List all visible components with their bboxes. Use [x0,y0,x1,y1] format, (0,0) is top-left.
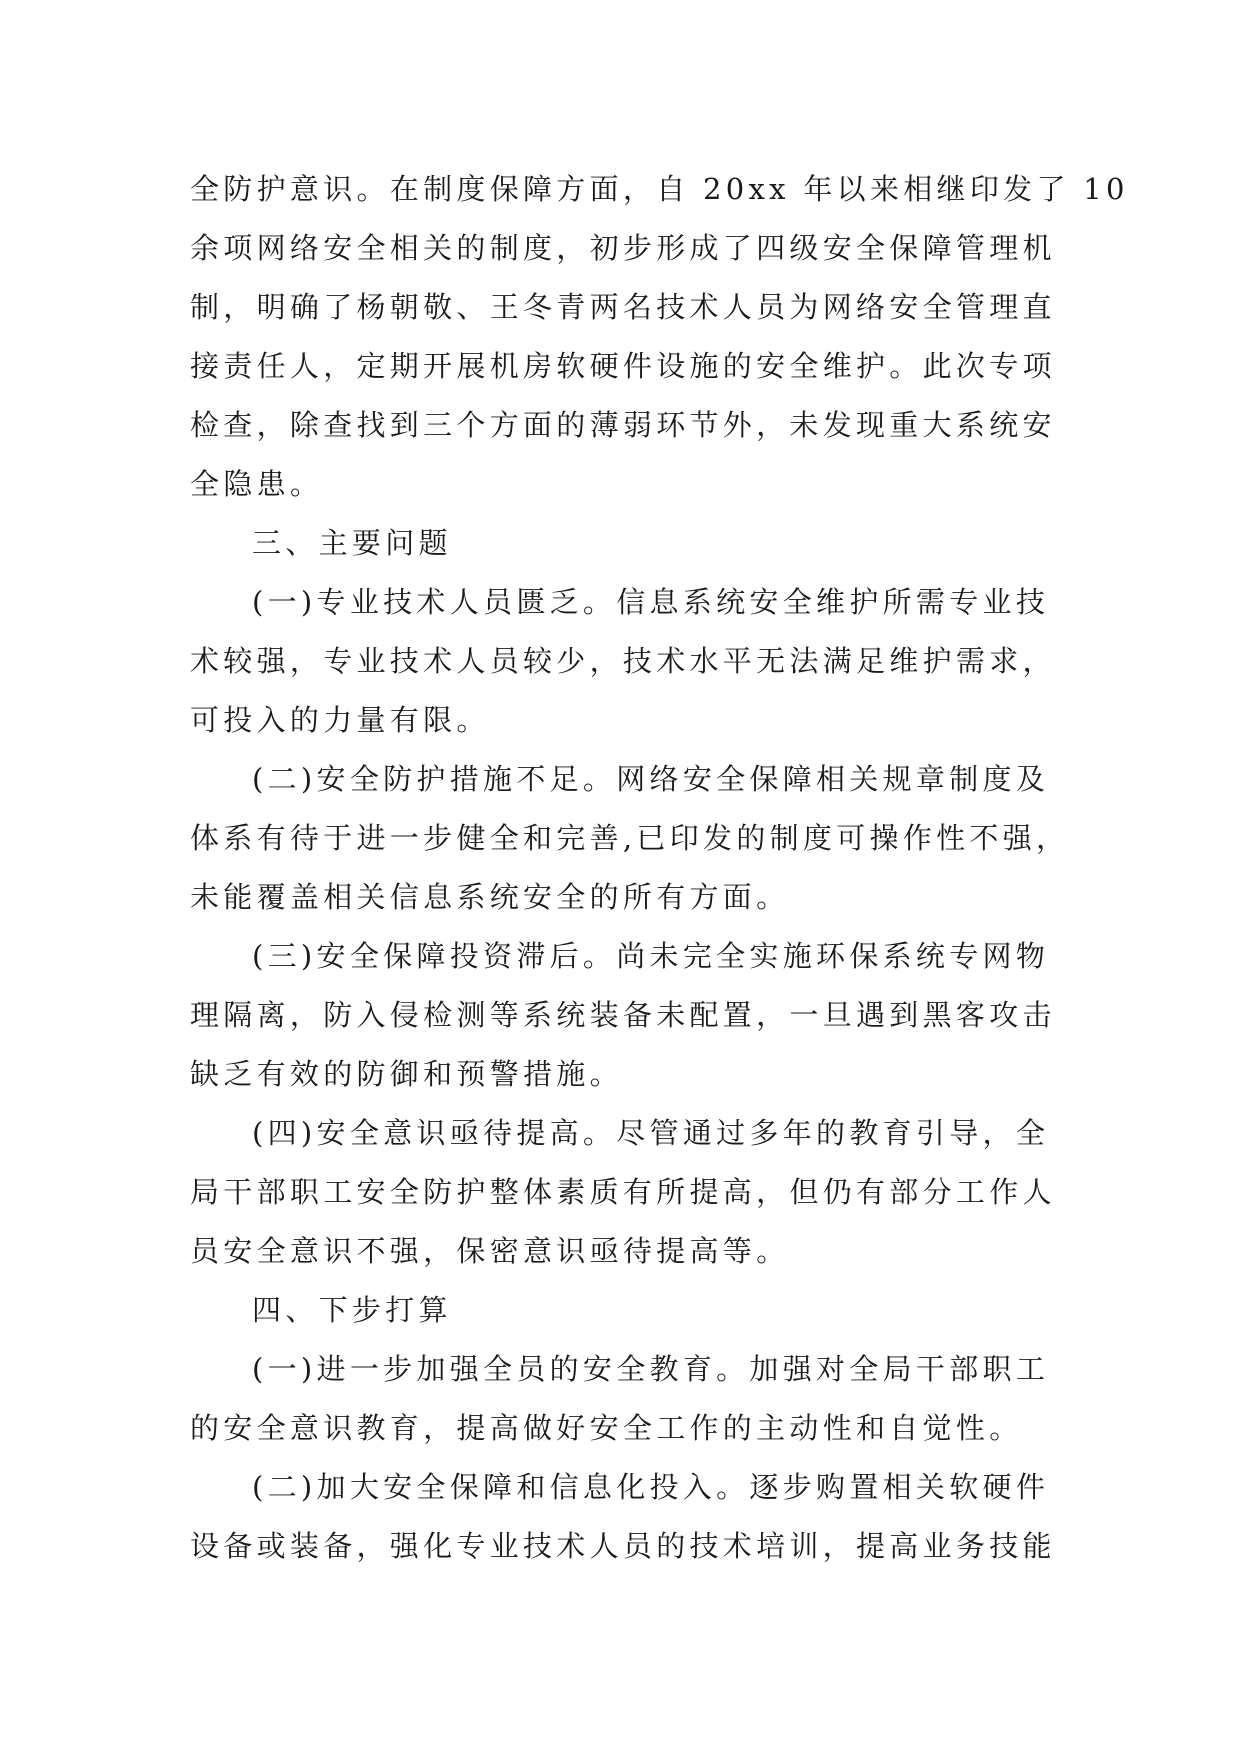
text-line: 局干部职工安全防护整体素质有所提高，但仍有部分工作人 [190,1175,1056,1209]
text-line: 未能覆盖相关信息系统安全的所有方面。 [190,880,790,914]
text-line: 接责任人，定期开展机房软硬件设施的安全维护。此次专项 [190,349,1056,383]
text-line: 术较强，专业技术人员较少，技术水平无法满足维护需求， [190,644,1056,678]
text-line: 理隔离，防入侵检测等系统装备未配置，一旦遇到黑客攻击 [190,998,1056,1032]
text-line: (一)进一步加强全员的安全教育。加强对全局干部职工 [252,1352,1050,1386]
text-line: (四)安全意识亟待提高。尽管通过多年的教育引导，全 [252,1116,1050,1150]
section-heading: 三、主要问题 [252,526,452,560]
text-line: 制，明确了杨朝敬、王冬青两名技术人员为网络安全管理直 [190,290,1056,324]
text-line: 全防护意识。在制度保障方面，自 20xx 年以来相继印发了 10 [190,172,1129,206]
text-line: (二)安全防护措施不足。网络安全保障相关规章制度及 [252,762,1050,796]
document-body [190,160,1129,1576]
text-line: 余项网络安全相关的制度，初步形成了四级安全保障管理机 [190,231,1056,265]
text-line: 全隐患。 [190,467,324,501]
text-line: 设备或装备，强化专业技术人员的技术培训，提高业务技能 [190,1529,1056,1563]
text-line: (二)加大安全保障和信息化投入。逐步购置相关软硬件 [252,1470,1050,1504]
text-line: (三)安全保障投资滞后。尚未完全实施环保系统专网物 [252,939,1050,973]
text-line: 体系有待于进一步健全和完善,已印发的制度可操作性不强， [190,821,1070,855]
text-line: 可投入的力量有限。 [190,703,490,737]
text-line: 缺乏有效的防御和预警措施。 [190,1057,623,1091]
text-line: 员安全意识不强，保密意识亟待提高等。 [190,1234,790,1268]
text-line: (一)专业技术人员匮乏。信息系统安全维护所需专业技 [252,585,1050,619]
text-line: 检查，除查找到三个方面的薄弱环节外，未发现重大系统安 [190,408,1056,442]
text-line: 的安全意识教育，提高做好安全工作的主动性和自觉性。 [190,1411,1023,1445]
section-heading: 四、下步打算 [252,1293,452,1327]
